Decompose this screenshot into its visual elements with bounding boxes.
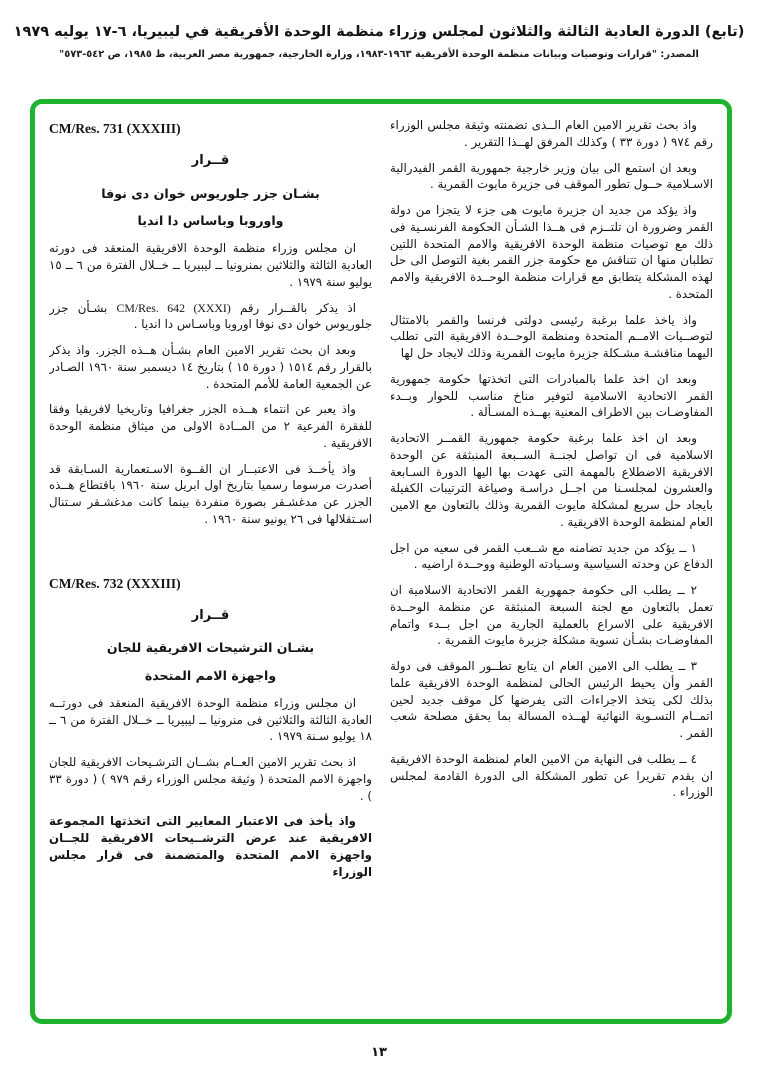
paragraph: واذ بحث تقرير الامين العام الــذى تضمنته وثيقة مجلس الوزراء رقم ٩٧٤ ( دورة ٣٣ ) وكذلك المرفق لهــذا التقرير . <box>390 118 713 149</box>
operative-paragraph-2: ٢ ــ يطلب الى حكومة جمهورية القمر الاتحادية الاسلامية ان تعمل بالتعاون مع لجنة السبعة المنبثقة عن منظمة الوحــدة الافريقية على الاسراع بالعملية الجارية من اجل بــدء واتمام المفاوضـات بشـأن تسوية مشكلة جزيرة مايوت القمرية . <box>390 583 713 648</box>
page-header <box>10 24 748 60</box>
resolution-731-title-word: قــرار <box>191 153 230 169</box>
operative-paragraph-3: ٣ ــ يطلب الى الامين العام ان يتابع تطــور الموقف فى دولة القمر وأن يحيط الرئيس الحالى لمنظمة الوحدة الافريقية علما بذلك لكى يتخذ الاجراءات التى يفرضها كل موقف جديد لحين اتمــام التسـوية النهائية لهــذه المسالة بما يحقق مصلحة شعب القمر . <box>390 659 713 740</box>
source-citation: المصدر: "قرارات وتوصيات وبيانات منظمة الوحدة الأفريقية ١٩٦٣-١٩٨٣، وزارة الخارجية، جمهورية مصر العربية، ط ١٩٨٥، ص ٥٤٢-٥٧٣" <box>59 49 699 60</box>
resolution-732-subject-line2: واجهزة الامم المتحدة <box>144 668 277 684</box>
resolution-732-subject-line1: بشـان الترشيحات الافريقية للجان <box>106 640 315 656</box>
inline-resolution-code-642: CM/Res. 642 (XXXI) <box>116 300 231 315</box>
column-left-resolutions <box>49 117 372 1009</box>
paragraph: وبعد ان استمع الى بيان وزير خارجية جمهورية القمر الفيدرالية الاسـلامية حــول تطور الموقف فى جزيرة مايوت القمرية . <box>390 160 713 192</box>
paragraph: اذ بحث تقرير الامين العــام بشــان الترشـيحات الافريقية للجان واجهزة الامم المتحدة ( وثيقة مجلس الوزراء رقم ٩٧٩ ) ( دورة ٣٣ ) . <box>49 755 372 803</box>
paragraph-suffix: بشـأن جزر جلوريوس خوان دى نوفا اوروبا وباسـاس دا انديا . <box>49 300 372 332</box>
resolution-731-subject-line2: واوروبا وباساس دا انديا <box>137 213 284 229</box>
content-green-border-box <box>30 99 732 1024</box>
operative-paragraph-1: ١ ــ يؤكد من جديد تضامنه مع شــعب القمر فى سعيه من اجل الدفاع عن وحدته السياسية وسـيادته الوطنية ووحــدة اراضيه . <box>390 540 713 572</box>
document-title: (تابع) الدورة العادية الثالثة والثلاثون لمجلس وزراء منظمة الوحدة الأفريقية في ليبيريا، ٦-١٧ يوليه ١٩٧٩ <box>13 24 745 40</box>
two-column-layout <box>49 117 713 1009</box>
paragraph-with-latin-code <box>49 300 372 334</box>
paragraph: واذ يؤكد من جديد ان جزيرة مايوت هى جزء لا يتجزا من دولة القمر وضرورة ان تلتــزم فى هــذا الشـأن الحكومة الفرنسـية فى ذلك مع توصيات منظمة الوحدة الافريقية والامم المتحدة اللتين تطلبان منها ان تتناقش مع حكومة جزر القمر بغية التوصل الى حل لهذه المشكلة يتطابق مع قرارات منظمة الوحــدة الافريقية والامم المتحدة . <box>390 203 713 301</box>
resolution-732-title-word: قــرار <box>191 607 230 623</box>
paragraph: واذ يعبر عن انتماء هــذه الجزر جغرافيا وتاريخيا لافريقيا وفقا للفقرة الفرعية ٢ من المــادة الاولى من ميثاق منظمة الوحدة الافريقية . <box>49 402 372 450</box>
paragraph: ان مجلس وزراء منظمة الوحدة الافريقية المنعقد فى دورتــه العادية الثالثة والثلاثين فى منرونيا ــ ليبيريا ــ خــلال الفترة من ٦ ــ ١٨ يوليو سـنة ١٩٧٩ . <box>49 695 372 744</box>
paragraph: وبعد ان بحث تقرير الامين العام بشـأن هــذه الجزر. واذ يذكر بالقرار رقم ١٥١٤ ( دورة ١٥ ) بتاريخ ١٤ ديسمبر سنة ١٩٦٠ الصـادر عن الجمعية العامة للأمم المتحدة . <box>49 343 372 391</box>
resolution-code-732: CM/Res. 732 (XXXIII) <box>49 575 181 591</box>
page-number: ١٣ <box>371 1045 387 1060</box>
resolution-code-731: CM/Res. 731 (XXXIII) <box>49 121 181 136</box>
resolution-731-subject-line1: بشـان جزر جلوريوس خوان دى نوفا <box>101 185 320 201</box>
paragraph: واذ ياخذ علما برغبة رئيسى دولتى فرنسا والقمر بالامتثال لتوصــيات الامــم المتحدة ومنظمة الوحــدة الافريقية التى تطلب اليهما مناقشـة مشـكلة جزيرة مايوت القمرية وذلك لايجاد حل لها <box>390 312 713 360</box>
paragraph: ان مجلس وزراء منظمة الوحدة الافريقية المنعقد فى دورته العادية الثالثة والثلاثين بمنرونيا ــ ليبيريا ــ خــلال الفترة من ٦ ــ ١٥ يوليو سنة ١٩٧٩ . <box>49 241 372 289</box>
paragraph: وبعد ان اخذ علما برغبة حكومة جمهورية القمــر الاتحادية الاسلامية فى ان تواصل لجنــة الســبعة المنبثقة عن الوحدة الافريقية الاضطلاع بالمهمة التى عهدت بها اليها الدورة السـابعة والعشرون لمجلسـنا من اجــل دراسـة وصياغة الترتيبات الكفيلة بايجاد حل سريع لمشكلة مايوت القمرية وذلك بالتعاون مع الامين العام لمنظمة الوحدة الافريقية . <box>390 431 713 529</box>
paragraph: واذ يأخــذ فى الاعتبــار ان القــوة الاسـتعمارية السـابقة قد أصدرت مرسوما رسميا بتاريخ اول ابريل سنة ١٩٦٠ باقتطاع هــذه الجزر عن مدغشـقر بصورة منفردة بينما كانت مدغشـقر سـتنال اسـتقلالها فى ٢٦ يونيو سنة ١٩٦٠ . <box>49 461 372 526</box>
paragraph-bold: واذ يأخذ فى الاعتبار المعايير التى اتخذتها المجموعة الافريقية عند عرض الترشــيحات الافريقية للجــان واجهزة الامم المتحدة والمتضمنة فى قرار مجلس الوزراء <box>49 814 372 879</box>
column-right-continuation <box>390 117 713 1009</box>
paragraph-prefix: اذ يذكر بالقــرار رقم <box>230 300 356 315</box>
operative-paragraph-4: ٤ ــ يطلب فى النهاية من الامين العام لمنظمة الوحدة الافريقية ان يقدم تقريرا عن تطور المشكلة الى الدورة القادمة لمجلس الوزراء . <box>390 751 713 800</box>
paragraph: وبعد ان اخذ علما بالمبادرات التى اتخذتها حكومة جمهورية القمر الاتحادية الاسلامية لتوفير مناخ مناسب للحوار وبــدء المفاوضـات بين الاطراف المعنية بهــذه المسـألة . <box>390 371 713 420</box>
